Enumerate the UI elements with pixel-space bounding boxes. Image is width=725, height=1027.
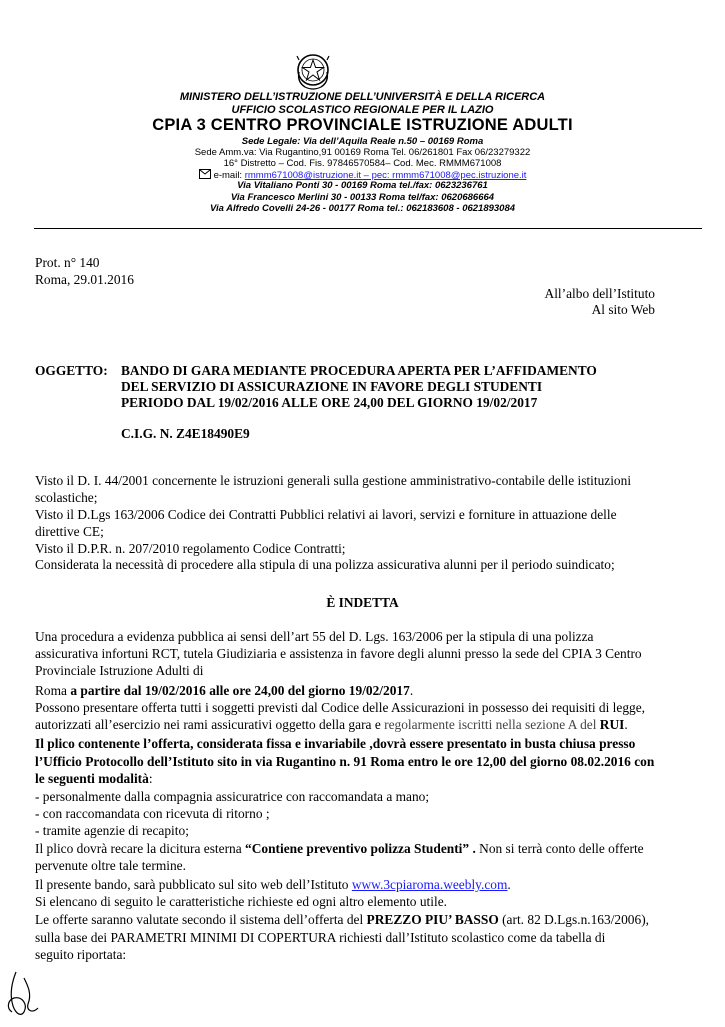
subject-label: OGGETTO: (35, 363, 108, 378)
visto-line-6: Considerata la necessità di procedere alla stipula di una polizza assicurativa alunni per il periodo suindicato; (35, 557, 615, 572)
email-label: e-mail: (213, 170, 243, 181)
evaluation-line-3: seguito riportata: (35, 947, 127, 962)
email-links[interactable]: rmmm671008@istruzione.it – pec: rmmm671008@pec.istruzione.it (244, 170, 527, 181)
district-codes: 16° Distretto – Cod. Fis. 97846570584– Cod. Mec. RMMM671008 (223, 158, 502, 169)
legal-seat: Sede Legale: Via dell’Aquila Reale n.50 – 00169 Roma (241, 136, 484, 147)
office-name: UFFICIO SCOLASTICO REGIONALE PER IL LAZIO (231, 104, 494, 116)
body-p2-line-2: autorizzati all’esercizio nei rami assicurativi oggetto della gara e regolarmente iscritti nella sezione A del RUI. (35, 717, 628, 732)
body-p1-line-2: assicurativa infortuni RCT, tutela Giudiziaria e assistenza in favore degli alunni presso la sede del CPIA 3 Centro (35, 646, 642, 661)
evaluation-line-1: Le offerte saranno valutate secondo il sistema dell’offerta del PREZZO PIU’ BASSO (art. 82 D.Lgs.n.163/2006), (35, 912, 650, 927)
body-roma-line: Roma a partire dal 19/02/2016 alle ore 24,00 del giorno 19/02/2017. (35, 683, 414, 698)
website-link[interactable]: www.3cpiaroma.weebly.com (351, 877, 508, 892)
admin-seat: Sede Amm.va: Via Rugantino,91 00169 Roma Tel. 06/261801 Fax 06/23279322 (194, 147, 531, 158)
visto-line-1: Visto il D. I. 44/2001 concernente le istruzioni generali sulla gestione amministrativo-contabile delle istituzioni (35, 473, 632, 488)
publication-line: Il presente bando, sarà pubblicato sul sito web dell’Istituto www.3cpiaroma.weebly.com. (35, 877, 511, 892)
subject-line-3: PERIODO DAL 19/02/2016 ALLE ORE 24,00 DEL GIORNO 19/02/2017 (121, 395, 538, 410)
republic-emblem (293, 50, 333, 92)
subject-line-1: BANDO DI GARA MEDIANTE PROCEDURA APERTA PER L’AFFIDAMENTO (121, 363, 597, 378)
visto-line-2: scolastiche; (35, 490, 98, 505)
plico-line-3: le seguenti modalità: (35, 771, 153, 786)
visto-line-5: Visto il D.P.R. n. 207/2010 regolamento Codice Contratti; (35, 541, 346, 556)
body-p2-line-1: Possono presentare offerta tutti i soggetti previsti dal Codice delle Assicurazioni in possesso dei requisiti di legge, (35, 700, 646, 715)
evaluation-line-2: sulla base dei PARAMETRI MINIMI DI COPERTURA richiesti dall’Istituto scolastico come da tabella di (35, 930, 606, 945)
address-1: Via Vitaliano Ponti 30 - 00169 Roma tel./fax: 0623236761 (237, 180, 488, 191)
dicitura-line-2: pervenute oltre tale termine. (35, 858, 186, 873)
mode-1: - personalmente dalla compagnia assicuratrice con raccomandata a mano; (35, 789, 430, 804)
ministry-name: MINISTERO DELL’ISTRUZIONE DELL’UNIVERSITÀ E DELLA RICERCA (179, 91, 546, 103)
recipient-albo: All’albo dell’Istituto (544, 286, 655, 301)
header-divider (34, 228, 702, 229)
protocol-number: Prot. n° 140 (35, 255, 100, 270)
signature-mark (2, 968, 48, 1022)
mode-2: - con raccomandata con ricevuta di ritorno ; (35, 806, 270, 821)
body-p1-line-3: Provinciale Istruzione Adulti di (35, 663, 204, 678)
institute-title: CPIA 3 CENTRO PROVINCIALE ISTRUZIONE ADULTI (152, 116, 573, 134)
mode-3: - tramite agenzie di recapito; (35, 823, 189, 838)
envelope-icon (199, 169, 211, 179)
features-line: Si elencano di seguito le caratteristiche richieste ed ogni altro elemento utile. (35, 894, 447, 909)
subject-line-2: DEL SERVIZIO DI ASSICURAZIONE IN FAVORE DEGLI STUDENTI (121, 379, 543, 394)
cig-code: C.I.G. N. Z4E18490E9 (121, 426, 250, 441)
period-bold: a partire dal 19/02/2016 alle ore 24,00 del giorno 19/02/2017 (70, 683, 410, 698)
indetta-heading: È INDETTA (326, 595, 399, 610)
address-3: Via Alfredo Covelli 24-26 - 00177 Roma tel.: 062183608 - 0621893084 (209, 203, 516, 214)
document-date: Roma, 29.01.2016 (35, 272, 134, 287)
visto-line-4: direttive CE; (35, 524, 104, 539)
visto-line-3: Visto il D.Lgs 163/2006 Codice dei Contratti Pubblici relativi ai lavori, servizi e forniture in attuazione delle (35, 507, 617, 522)
address-2: Via Francesco Merlini 30 - 00133 Roma tel/fax: 0620686664 (230, 192, 495, 203)
body-p1-line-1: Una procedura a evidenza pubblica ai sensi dell’art 55 del D. Lgs. 163/2006 per la stipula di una polizza (35, 629, 594, 644)
dicitura-line-1: Il plico dovrà recare la dicitura esterna “Contiene preventivo polizza Studenti” . Non si terrà conto delle offerte (35, 841, 644, 856)
plico-line-2: l’Ufficio Protocollo dell’Istituto sito in via Rugantino n. 91 Roma entro le ore 12,00 del giorno 08.02.2016 con (35, 754, 655, 769)
plico-line-1: Il plico contenente l’offerta, considerata fissa e invariabile ,dovrà essere presentato in busta chiusa presso (35, 736, 636, 751)
recipient-web: Al sito Web (591, 302, 655, 317)
